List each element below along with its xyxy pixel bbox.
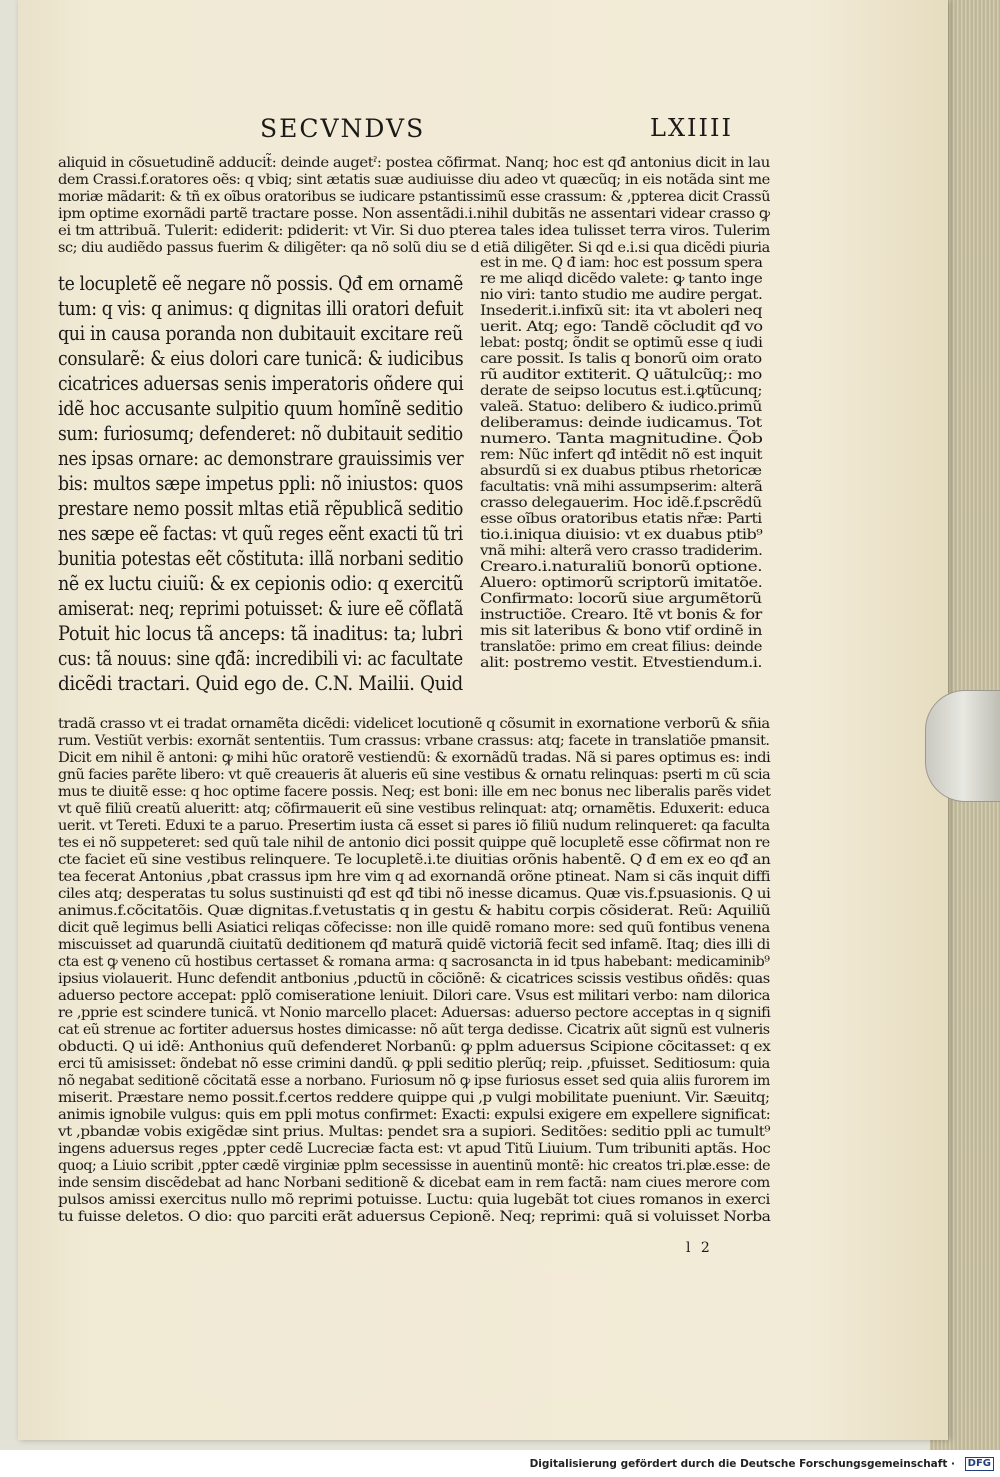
commentary-line: ciles atq; desperatas tu solus sustinuisti qđ est qđ tibi nõ inesse dicamus. Quæ vis.f.psuasionis. Q ui [58, 886, 771, 902]
running-head: SECVNDVS [260, 114, 426, 143]
commentary-line: cte faciet eũ sine vestibus relinquere. Te locupletẽ.i.te diuitias orõnis habentẽ. Q đ em ex eo qđ an [58, 852, 771, 868]
commentary-line: rũ auditor extiterit. Q uãtulcũq;: mo [480, 367, 762, 383]
commentary-line: tes ei nõ suppeteret: sed quũ tale nihil de antonio dici possit quippe quẽ locupletẽ esse cõfirmat non re [58, 835, 770, 851]
commentary-line: re ,pprie est scindere tunicã. vt Nonio marcello placet: Aduersas: aduerso pectore acceptas in q signifi [58, 1005, 771, 1021]
text-line: idẽ hoc accusante sulpitio quum homĩnẽ seditio [58, 397, 463, 420]
text-line: tum: q vis: q animus: q dignitas illi oratori defuit [58, 297, 464, 320]
commentary-line: Insederit.i.infixũ sit: ita vt aboleri neq [480, 303, 762, 319]
text-line: bunitia potestas eẽt cõstituta: illã norbani seditio [58, 547, 464, 570]
commentary-line: nõ negabat seditionẽ cõcitatã esse a norbano. Furiosum nõ ꝙ ipse furiosus esset sed quia aliis furorem im [58, 1073, 770, 1089]
commentary-line: alit: postremo vestit. Etvestiendum.i. [480, 655, 762, 671]
commentary-line: Confirmato: locorũ siue argumẽtorũ [480, 591, 762, 607]
commentary-line: quoq; a Liuio scribit ,ppter cædẽ virginiæ pplm secessisse in auentinũ montẽ: hic creatos tri.plæ.esse: de [58, 1158, 771, 1174]
text-line: consularẽ: & eius dolori care tunicã: & iudicibus [58, 347, 464, 370]
commentary-line: tea fecerat Antonius ,pbat crassus ipm hre vim q ad exornandã orõne ptineat. Nam si cãs inquit diffi [58, 869, 770, 885]
digitization-credit: Digitalisierung gefördert durch die Deutsche Forschungsgemeinschaft · [529, 1458, 955, 1470]
commentary-line: ipm optime exornãdi partẽ tractare posse. Non assentãdi.i.nihil dubitãs ne assentari videar crasso ꝙ [58, 206, 770, 222]
commentary-line: translatõe: primo em creat filius: deinde [480, 639, 762, 655]
commentary-line: rum. Vestiũt verbis: exornãt sententiis. Tum crassus: vrbane crassus: atq; facete in translatiõe pmansit. [58, 733, 770, 749]
commentary-line: dicit quẽ legimus belli Asiatici reliqas cõfecisse: non ille quidẽ romano more: sed quũ fontibus venena [58, 920, 770, 936]
text-line: amiserat: neq; reprimi potuisset: & iure eẽ cõflatã [58, 597, 464, 620]
commentary-line: miscuisset ad quarundã ciuitatũ deditionem qđ maturã quidẽ victoriã fecit sed infamẽ. Itaq; dies illi di [58, 937, 770, 953]
text-line: nes ipsas ornare: ac demonstrare grauissimis ver [58, 447, 464, 470]
text-line: prestare nemo possit mltas etiã rẽpublicã seditio [58, 497, 464, 520]
commentary-line: Aluero: optimorũ scriptorũ imitatõe. [480, 575, 763, 591]
commentary-line: lebat: postq; õndit se optimũ esse q iudi [480, 335, 763, 351]
text-line: nẽ ex luctu ciuiũ: & ex cepionis odio: q exercitũ [58, 572, 464, 595]
commentary-line: inde sensim discẽdebat ad hanc Norbani seditionẽ & dicebat eam in rem factã: nam ciues merore com [58, 1175, 770, 1191]
commentary-line: gnũ facies parẽte libero: vt quẽ creaueris ãt alueris eũ sine vestibus & ornatu relinquas: pserti m cũ scia [58, 767, 771, 783]
commentary-line: uerit. Atq; ego: Tandẽ cõcludit qđ vo [480, 319, 763, 335]
commentary-line: tradã crasso vt ei tradat ornamẽta dicẽdi: videlicet locutionẽ q cõsumit in exornatione verborũ & sñia [58, 716, 770, 732]
commentary-line: obducti. Q ui idẽ: Anthonius quũ defenderet Norbanũ: ꝙ pplm aduersus Scipione cõcitasset: q ex [58, 1039, 771, 1055]
commentary-line: mis sit lateribus & bono vtif ordinẽ in [480, 623, 763, 639]
commentary-line: ingens aduersus reges ,ppter cedẽ Lucreciæ facta est: vt apud Titũ Liuium. Tum tribuniti aptãs. Hoc [58, 1141, 771, 1157]
commentary-line: re me aliqd dicẽdo valete: ꝙ tanto inge [480, 271, 763, 287]
commentary-line: uerit. vt Tereti. Eduxi te a paruo. Presertim iusta cã esset si pares iõ filiũ nudum relinqueret: qa faculta [58, 818, 770, 834]
commentary-line: Crearo.i.naturaliũ bonorũ optione. [480, 559, 763, 575]
folio-number: LXIIII [650, 114, 733, 142]
commentary-line: vnã mihi: alterã vero crasso tradiderim. [480, 543, 763, 559]
commentary-line: animus.f.cõcitatõis. Quæ dignitas.f.vetustatis q in gestu & habitu corpis cõsiderat. Reũ: Aquiliũ [58, 903, 771, 919]
commentary-line: erci tũ amisisset: õndebat nõ esse crimini dandũ. ꝙ ppli seditio plerũq; reip. ,pfuisset. Seditiosum: quia [58, 1056, 770, 1072]
commentary-line: ipsius violauerit. Hunc defendit antbonius ,pductũ in cõciõnẽ: & cicatrices scissis vestibus oñdẽs: quas [58, 971, 770, 987]
commentary-line: numero. Tanta magnitudine. Q̃ob [480, 431, 763, 447]
text-line: qui in causa poranda non dubitauit excitare reũ [58, 322, 463, 345]
commentary-line: instructiõe. Crearo. Itẽ vt bonis & for [480, 607, 762, 623]
commentary-line: deliberamus: deinde iudicamus. Tot [480, 415, 762, 431]
commentary-line: crasso delegauerim. Hoc idẽ.f.pscrẽdũ [480, 495, 762, 511]
text-line: cicatrices aduersas senis imperatoris oñdere qui [58, 372, 464, 395]
commentary-line: tu fuisse deletos. O dio: quo parciti erãt aduersus Cepionẽ. Neq; reprimi: quã si voluisset Norba [58, 1209, 771, 1225]
commentary-line: rem: Nũc infert qđ intẽdit nõ est inquit [480, 447, 762, 463]
commentary-line: dem Crassi.f.oratores oẽs: q vbiq; sint ætatis suæ audiuisse diu adeo vt quæcũq; in eis notãda sint me [58, 172, 770, 188]
commentary-line: absurdũ si ex duabus ptibus rhetoricæ [480, 463, 762, 479]
commentary-line: vt ,pbandæ vobis exigẽdæ sint prius. Multas: pendet sra a supiori. Seditões: seditio ppli ac tumult⁹ [58, 1124, 770, 1140]
commentary-line: derate de seipso locutus est.i.ꝙtũcunq; [480, 383, 762, 399]
commentary-line: cta est ꝙ veneno cũ hostibus certasset & romana arma: q sacrosancta in id tpus habebant: medicaminib⁹ [58, 954, 770, 970]
commentary-line: pulsos amissi exercitus nullo mõ reprimi potuisse. Luctu: quia lugebãt tot ciues romanos in exerci [58, 1192, 770, 1208]
text-line: te locupletẽ eẽ negare nõ possis. Qđ em ornamẽ [58, 272, 463, 295]
commentary-line: tio.i.iniqua diuisio: vt ex duabus ptib⁹ [480, 527, 763, 543]
text-line: cus: tã nouus: sine qđã: incredibili vi: ac facultate [58, 647, 463, 670]
commentary-line: aduerso pectore accepat: pplõ comiseratione leniuit. Dilori care. Vsus est militari verbo: nam dilorica [58, 988, 770, 1004]
commentary-line: care possit. Is talis q bonorũ oim orato [480, 351, 762, 367]
text-line: nes sæpe eẽ factas: vt quũ reges eẽnt exacti tũ tri [58, 522, 463, 545]
commentary-line: ei tm attribuã. Tulerit: ediderit: pdiderit: vt Vir. Si duo pterea tales idea tulisset terra viros. Tulerim [58, 223, 770, 239]
commentary-line: facultatis: vnã mihi assumpserim: alterã [480, 479, 763, 495]
text-line: sum: furiosumq; defenderet: nõ dubitauit seditio [58, 422, 463, 445]
page-clip [925, 690, 1000, 802]
commentary-line: est in me. Q đ iam: hoc est possum spera [480, 255, 763, 271]
commentary-line: valeã. Statuo: delibero & iudico.primũ [480, 399, 762, 415]
commentary-line: nio viri: tanto studio me audire pergat. [480, 287, 763, 303]
commentary-line: esse oĩbus oratoribus etatis nr̃æ: Parti [480, 511, 762, 527]
commentary-line: aliquid in cõsuetudinẽ adducit̃: deinde augetˀ: postea cõfirmat. Nanq; hoc est qđ antonius dicit in lau [58, 155, 770, 171]
text-line: Potuit hic locus tã anceps: tã inaditus: ta; lubri [58, 622, 463, 645]
commentary-line: cat eũ strenue ac fortiter aduersus hostes dimicasse: nõ aũt terga dedisse. Cicatrix aũt signũ est vulneris [58, 1022, 770, 1038]
text-line: dicẽdi tractari. Quid ego de. C.N. Mailii. Quid [58, 672, 463, 695]
signature-mark: l 2 [686, 1240, 713, 1256]
commentary-line: sc; diu audiẽdo passus fuerim & diligẽter: qa nõ solũ diu se d etiã diligẽter. Si qd e.i.si qua dicẽdi piuria [58, 240, 770, 256]
commentary-line: mus te diuitẽ esse: q hoc optime facere possis. Neq; est boni: ille em nec bonus nec liberalis parẽs videt [58, 784, 771, 800]
commentary-line: animis ignobile vulgus: quis em ppli motus confirmet: Exacti: expulsi exigere em expellere significat: [58, 1107, 771, 1123]
dfg-logo: DFG [965, 1457, 994, 1471]
text-line: bis: multos sæpe impetus ppli: nõ iniustos: quos [58, 472, 464, 495]
commentary-line: Dicit em nihil ẽ antoni: ꝙ mihi hũc oratorẽ vestiendũ: & exornãdũ tradas. Nã si pares optimus es: indi [58, 750, 771, 766]
commentary-line: vt quẽ filiũ creatũ alueritt: atq; cõfirmauerit eũ sine vestibus relinquat: atq; ornamẽtis. Eduxerit: educa [58, 801, 770, 817]
commentary-line: moriæ mãdarit: & tñ ex oĩbus oratoribus se iudicare pstantissimũ esse crassum: & ,ppterea dicit Crassũ [58, 189, 770, 205]
commentary-line: miserit. Præstare nemo possit.f.certos reddere quippe qui ,p vulgi mobilitate pueniunt. Vir. Sæuitq; [58, 1090, 770, 1106]
